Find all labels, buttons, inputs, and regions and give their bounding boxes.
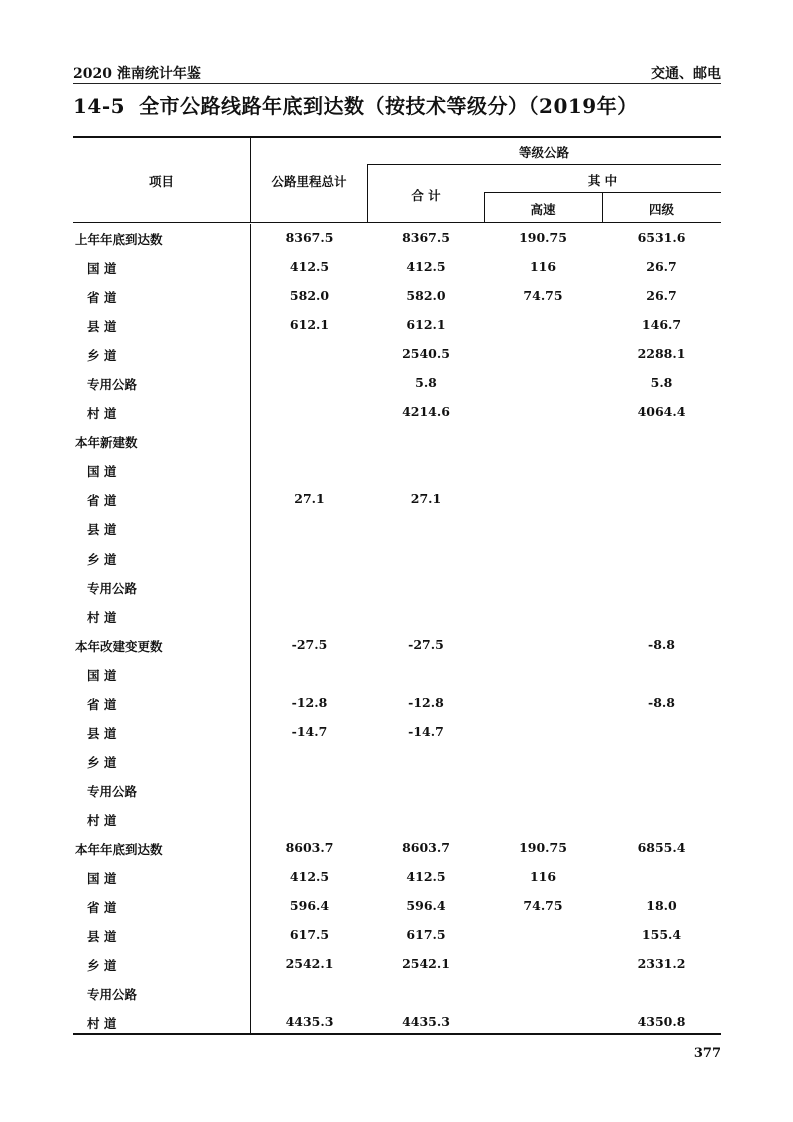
row-label: 村 道 bbox=[87, 609, 117, 625]
row-label: 本年新建数 bbox=[75, 435, 138, 451]
table-row bbox=[73, 573, 721, 602]
header-graded: 等级公路 bbox=[518, 145, 569, 160]
row-label: 村 道 bbox=[87, 812, 117, 828]
row-label: 本年年底到达数 bbox=[75, 841, 163, 857]
header-bottom-rule bbox=[73, 222, 721, 223]
cell-class4: 4064.4 bbox=[637, 404, 686, 420]
cell-expressway: 74.75 bbox=[523, 898, 563, 914]
cell-expressway: 190.75 bbox=[519, 230, 567, 245]
cell-total: 582.0 bbox=[289, 288, 330, 304]
row-label: 国 道 bbox=[87, 261, 117, 277]
header-item: 项目 bbox=[148, 174, 174, 189]
table-row bbox=[73, 660, 721, 689]
row-label: 村 道 bbox=[87, 406, 117, 422]
cell-total: -12.8 bbox=[291, 694, 328, 710]
row-label: 专用公路 bbox=[87, 783, 138, 799]
table-row bbox=[73, 369, 721, 398]
table-row bbox=[73, 950, 721, 979]
cell-class4: 26.7 bbox=[646, 288, 677, 304]
table-row bbox=[73, 863, 721, 892]
cell-total: 8603.7 bbox=[285, 839, 334, 855]
row-label: 国 道 bbox=[87, 871, 117, 887]
table-row bbox=[73, 340, 721, 369]
page-number: 377 bbox=[693, 1046, 721, 1061]
cell-class4: 2288.1 bbox=[637, 346, 686, 362]
header-rule bbox=[73, 83, 721, 84]
row-label: 省 道 bbox=[87, 290, 117, 306]
cell-expressway: 190.75 bbox=[519, 839, 567, 855]
row-label: 乡 道 bbox=[87, 958, 117, 974]
table-row bbox=[73, 311, 721, 340]
header-rule bbox=[484, 192, 721, 193]
cell-subtotal: 2540.5 bbox=[402, 346, 450, 362]
row-label: 乡 道 bbox=[87, 551, 117, 567]
table-row bbox=[73, 224, 721, 253]
cell-subtotal: -12.8 bbox=[408, 694, 444, 710]
row-label: 上年年底到达数 bbox=[75, 232, 163, 247]
cell-subtotal: 612.1 bbox=[406, 317, 446, 333]
cell-subtotal: -14.7 bbox=[408, 723, 444, 739]
row-label: 县 道 bbox=[87, 522, 117, 538]
cell-subtotal: 27.1 bbox=[410, 491, 442, 507]
cell-total: 612.1 bbox=[289, 317, 330, 333]
cell-expressway: 116 bbox=[529, 869, 557, 885]
yearbook-title: 2020 淮南统计年鉴 bbox=[73, 66, 201, 82]
table-bottom-rule bbox=[73, 1033, 721, 1035]
table-row bbox=[73, 979, 721, 1008]
cell-class4: 146.7 bbox=[641, 317, 682, 333]
cell-subtotal: 412.5 bbox=[406, 259, 446, 275]
cell-total: 617.5 bbox=[289, 927, 330, 943]
table-number: 14-5 bbox=[73, 94, 126, 118]
row-label: 乡 道 bbox=[87, 348, 117, 364]
row-label: 国 道 bbox=[87, 667, 117, 683]
cell-total: 2542.1 bbox=[285, 956, 334, 972]
table-row bbox=[73, 514, 721, 543]
cell-class4: 5.8 bbox=[650, 375, 673, 391]
cell-total: 4435.3 bbox=[285, 1014, 334, 1030]
table-row bbox=[73, 776, 721, 805]
table-row bbox=[73, 282, 721, 311]
cell-subtotal: 617.5 bbox=[406, 927, 446, 943]
header-of-which: 其 中 bbox=[587, 173, 618, 188]
header-rule bbox=[367, 164, 721, 165]
table-body bbox=[73, 224, 721, 1037]
row-label: 本年改建变更数 bbox=[75, 638, 163, 654]
cell-subtotal: 2542.1 bbox=[402, 956, 450, 972]
table-row bbox=[73, 253, 721, 282]
table-row bbox=[73, 805, 721, 834]
row-label: 村 道 bbox=[87, 1016, 117, 1032]
cell-total: -27.5 bbox=[291, 636, 328, 652]
section-name: 交通、邮电 bbox=[651, 66, 721, 82]
table-row bbox=[73, 485, 721, 514]
row-label: 国 道 bbox=[87, 464, 117, 480]
row-label: 县 道 bbox=[87, 929, 117, 945]
cell-total: 27.1 bbox=[294, 491, 325, 507]
table-row bbox=[73, 398, 721, 427]
cell-class4: -8.8 bbox=[648, 636, 675, 652]
cell-class4: 2331.2 bbox=[637, 956, 686, 972]
cell-class4: 155.4 bbox=[641, 927, 682, 943]
row-label: 乡 道 bbox=[87, 754, 117, 770]
table-row bbox=[73, 689, 721, 718]
cell-total: -14.7 bbox=[291, 723, 328, 739]
cell-subtotal: 8603.7 bbox=[402, 839, 450, 855]
table-row bbox=[73, 718, 721, 747]
cell-class4: 18.0 bbox=[646, 898, 677, 914]
table-row bbox=[73, 892, 721, 921]
row-label: 省 道 bbox=[87, 696, 117, 712]
table-row bbox=[73, 456, 721, 485]
table-title bbox=[73, 90, 638, 119]
cell-expressway: 116 bbox=[529, 259, 557, 275]
cell-subtotal: 5.8 bbox=[415, 375, 437, 391]
header-expressway: 高速 bbox=[530, 202, 556, 217]
header-class4: 四级 bbox=[648, 202, 674, 217]
row-label: 专用公路 bbox=[87, 580, 138, 596]
cell-class4: 26.7 bbox=[646, 259, 677, 275]
row-label: 省 道 bbox=[87, 493, 117, 509]
row-label: 县 道 bbox=[87, 319, 117, 335]
header-total: 公路里程总计 bbox=[271, 174, 347, 189]
table-row bbox=[73, 921, 721, 950]
cell-total: 412.5 bbox=[289, 259, 330, 275]
cell-class4: 4350.8 bbox=[637, 1014, 686, 1030]
cell-subtotal: 582.0 bbox=[406, 288, 446, 304]
table-row bbox=[73, 631, 721, 660]
header-subtotal: 合 计 bbox=[411, 188, 441, 203]
row-label: 县 道 bbox=[87, 725, 117, 741]
cell-subtotal: 412.5 bbox=[406, 869, 446, 885]
cell-expressway: 74.75 bbox=[523, 288, 563, 304]
table-row bbox=[73, 834, 721, 863]
cell-total: 596.4 bbox=[289, 898, 330, 914]
row-label: 专用公路 bbox=[87, 987, 138, 1003]
table-row bbox=[73, 544, 721, 573]
cell-class4: 6531.6 bbox=[637, 230, 686, 245]
cell-class4: 6855.4 bbox=[637, 839, 686, 855]
cell-subtotal: 4435.3 bbox=[402, 1014, 450, 1030]
cell-class4: -8.8 bbox=[648, 694, 675, 710]
table-row bbox=[73, 602, 721, 631]
table-title-text: 全市公路线路年底到达数（按技术等级分）（2019年） bbox=[139, 94, 638, 118]
cell-subtotal: -27.5 bbox=[408, 636, 444, 652]
row-label: 省 道 bbox=[87, 900, 117, 916]
cell-subtotal: 596.4 bbox=[406, 898, 446, 914]
table-row bbox=[73, 747, 721, 776]
row-label: 专用公路 bbox=[87, 377, 138, 393]
cell-subtotal: 4214.6 bbox=[402, 404, 450, 420]
cell-total: 412.5 bbox=[289, 869, 330, 885]
cell-total: 8367.5 bbox=[285, 230, 334, 245]
table-row bbox=[73, 427, 721, 456]
table-header bbox=[73, 136, 721, 222]
cell-subtotal: 8367.5 bbox=[402, 230, 450, 245]
